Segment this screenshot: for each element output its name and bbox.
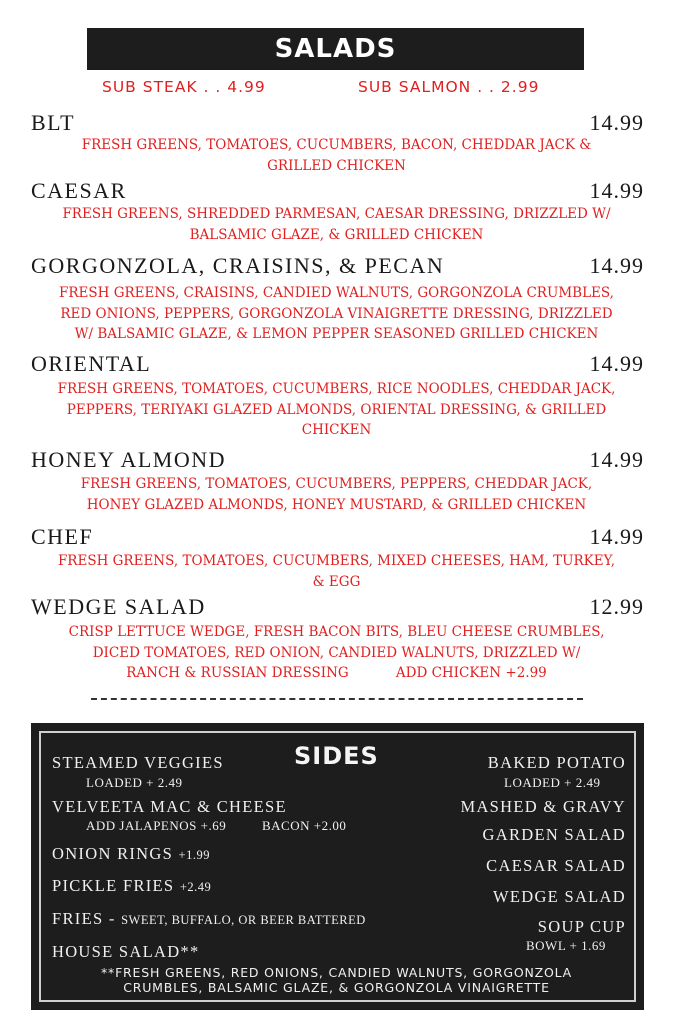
section-divider xyxy=(91,698,583,700)
salad-price-gorgonzola: 14.99 xyxy=(589,253,644,278)
salad-price-wedge: 12.99 xyxy=(589,594,644,619)
salad-name-chef: CHEF xyxy=(31,524,94,549)
salad-name-blt: BLT xyxy=(31,110,76,135)
salads-title: SALADS xyxy=(274,34,397,64)
side-onion-rings: ONION RINGS +1.99 xyxy=(52,844,210,863)
salad-desc-oriental: FRESH GREENS, TOMATOES, CUCUMBERS, RICE NOODLES, CHEDDAR JACK, PEPPERS, TERIYAKI GLAZED ALMONDS, ORIENTAL DRESSING, & GRILLED CHICKEN xyxy=(57,381,616,438)
salad-desc-honey-almond: FRESH GREENS, TOMATOES, CUCUMBERS, PEPPERS, CHEDDAR JACK, HONEY GLAZED ALMONDS, HONEY MUSTARD, & GRILLED CHICKEN xyxy=(80,476,593,513)
side-mac-jalapenos: ADD JALAPENOS +.69 xyxy=(86,818,227,833)
side-house-salad: HOUSE SALAD** xyxy=(52,942,200,961)
salad-name-wedge: WEDGE SALAD xyxy=(31,594,206,619)
salad-desc-gorgonzola: FRESH GREENS, CRAISINS, CANDIED WALNUTS, GORGONZOLA CRUMBLES, RED ONIONS, PEPPERS, GORGONZOLA VINAIGRETTE DRESSING, DRIZZLED W/ BALSAMIC GLAZE, & LEMON PEPPER SEASONED GRILLED CHICKEN xyxy=(59,285,614,342)
side-caesar-salad: CAESAR SALAD xyxy=(486,856,626,875)
side-mac-bacon: BACON +2.00 xyxy=(262,818,347,833)
house-salad-footnote: **FRESH GREENS, RED ONIONS, CANDIED WALNUTS, GORGONZOLA CRUMBLES, BALSAMIC GLAZE, & GORGONZOLA VINAIGRETTE xyxy=(100,965,573,995)
salads-banner xyxy=(87,28,584,70)
salad-name-honey-almond: HONEY ALMOND xyxy=(31,447,227,472)
side-pickle-fries: PICKLE FRIES +2.49 xyxy=(52,876,212,895)
side-steamed-veggies: STEAMED VEGGIES xyxy=(52,753,224,772)
side-wedge-salad: WEDGE SALAD xyxy=(493,887,626,906)
salad-name-gorgonzola: GORGONZOLA, CRAISINS, & PECAN xyxy=(31,253,445,278)
sub-salmon: SUB SALMON . . 2.99 xyxy=(358,78,540,96)
salad-price-blt: 14.99 xyxy=(589,110,644,135)
side-baked-potato: BAKED POTATO xyxy=(487,753,626,772)
salad-price-caesar: 14.99 xyxy=(589,178,644,203)
sub-steak: SUB STEAK . . 4.99 xyxy=(102,78,266,96)
salad-price-oriental: 14.99 xyxy=(589,351,644,376)
salad-desc-caesar: FRESH GREENS, SHREDDED PARMESAN, CAESAR DRESSING, DRIZZLED W/ BALSAMIC GLAZE, & GRILLED CHICKEN xyxy=(62,206,611,243)
salad-name-oriental: ORIENTAL xyxy=(31,351,152,376)
side-steamed-veggies-note: LOADED + 2.49 xyxy=(86,775,183,790)
salad-desc-wedge: CRISP LETTUCE WEDGE, FRESH BACON BITS, BLEU CHEESE CRUMBLES, DICED TOMATOES, RED ONION, CANDIED WALNUTS, DRIZZLED W/ RANCH & RUSSIAN DRESSING ADD CHICKEN +2.99 xyxy=(68,624,605,681)
salad-price-honey-almond: 14.99 xyxy=(589,447,644,472)
side-soup-cup: SOUP CUP xyxy=(537,917,626,936)
side-garden-salad: GARDEN SALAD xyxy=(482,825,626,844)
side-mac-cheese: VELVEETA MAC & CHEESE xyxy=(52,797,287,816)
salad-name-caesar: CAESAR xyxy=(31,178,127,203)
side-soup-bowl: BOWL + 1.69 xyxy=(526,938,606,953)
sides-title: SIDES xyxy=(294,742,379,770)
salad-desc-blt: FRESH GREENS, TOMATOES, CUCUMBERS, BACON, CHEDDAR JACK & GRILLED CHICKEN xyxy=(81,137,592,174)
salad-price-chef: 14.99 xyxy=(589,524,644,549)
side-mashed-gravy: MASHED & GRAVY xyxy=(460,797,626,816)
salad-desc-chef: FRESH GREENS, TOMATOES, CUCUMBERS, MIXED CHEESES, HAM, TURKEY, & EGG xyxy=(57,553,616,590)
side-fries: FRIES - SWEET, BUFFALO, OR BEER BATTERED xyxy=(52,909,366,928)
side-baked-potato-note: LOADED + 2.49 xyxy=(504,775,601,790)
